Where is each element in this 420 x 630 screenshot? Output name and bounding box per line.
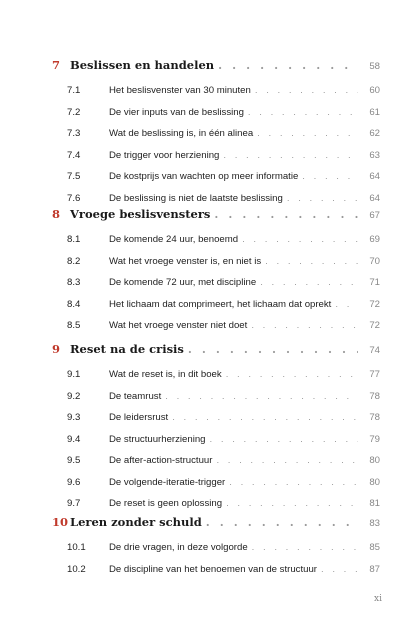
toc-section[interactable] <box>67 434 380 450</box>
toc-section[interactable] <box>67 299 380 315</box>
dot-leader <box>261 256 358 267</box>
section-page-number: 78 <box>369 390 380 402</box>
chapter-page-number: 67 <box>369 210 380 221</box>
section-page-number: 80 <box>369 476 380 488</box>
section-title: De after-action-structuur <box>109 455 213 466</box>
section-number: 7.1 <box>67 85 81 96</box>
chapter-number: 7 <box>52 58 61 72</box>
toc-chapter[interactable] <box>52 58 380 76</box>
toc-section[interactable] <box>67 234 380 250</box>
section-number: 7.3 <box>67 128 81 139</box>
dot-leader <box>161 391 358 402</box>
dot-leader <box>247 320 358 331</box>
toc-section[interactable] <box>67 150 380 166</box>
section-number: 9.7 <box>67 498 81 509</box>
toc-section[interactable] <box>67 128 380 144</box>
section-title: De kostprijs van wachten op meer informatie <box>109 171 299 182</box>
section-number: 9.5 <box>67 455 81 466</box>
section-title: Wat de reset is, in dit boek <box>109 369 222 380</box>
section-title: De trigger voor herziening <box>109 149 220 161</box>
toc-section[interactable] <box>67 455 380 471</box>
dot-leader <box>238 234 358 245</box>
dot-leader <box>212 455 358 466</box>
section-title: De komende 24 uur, benoemd <box>109 234 239 245</box>
section-title: Wat het vroege venster niet doet <box>109 320 248 331</box>
dot-leader <box>184 342 358 356</box>
section-title: De teamrust <box>109 390 162 402</box>
section-number: 8.2 <box>67 255 81 267</box>
dot-leader <box>253 128 358 139</box>
section-number: 9.2 <box>67 390 81 402</box>
toc-section[interactable] <box>67 564 380 580</box>
dot-leader <box>219 150 358 161</box>
toc-section[interactable] <box>67 369 380 385</box>
dot-leader <box>222 369 358 380</box>
section-page-number: 87 <box>369 563 380 575</box>
section-number: 9.6 <box>67 476 81 488</box>
dot-leader <box>283 193 358 204</box>
section-number: 7.4 <box>67 149 81 161</box>
section-page-number: 71 <box>369 277 380 288</box>
dot-leader <box>256 277 358 288</box>
section-number: 9.1 <box>67 369 81 380</box>
toc-section[interactable] <box>67 85 380 101</box>
section-title: De structuurherziening <box>109 433 206 445</box>
section-number: 8.3 <box>67 277 81 288</box>
section-title: De leidersrust <box>109 412 169 423</box>
section-number: 8.1 <box>67 234 81 245</box>
section-title: De discipline van het benoemen van de structuur <box>109 563 317 575</box>
dot-leader <box>244 107 358 118</box>
section-title: Wat het vroege venster is, en niet is <box>109 255 262 267</box>
dot-leader <box>317 564 358 575</box>
section-title: De beslissing is niet de laatste beslissing <box>109 192 283 204</box>
section-number: 9.4 <box>67 433 81 445</box>
toc-section[interactable] <box>67 391 380 407</box>
section-title: Het lichaam dat comprimeert, het lichaam dat oprekt <box>109 298 332 310</box>
section-page-number: 69 <box>369 234 380 245</box>
chapter-title: Leren zonder schuld <box>70 515 202 529</box>
dot-leader <box>298 171 358 182</box>
section-title: Het beslisvenster van 30 minuten <box>109 85 251 96</box>
dot-leader <box>214 58 358 72</box>
section-page-number: 79 <box>369 433 380 445</box>
dot-leader <box>210 207 358 221</box>
dot-leader <box>202 515 358 529</box>
section-number: 10.1 <box>67 542 86 553</box>
section-page-number: 72 <box>369 298 380 310</box>
toc-section[interactable] <box>67 171 380 187</box>
section-title: De reset is geen oplossing <box>109 498 223 509</box>
page-folio: xi <box>374 594 382 604</box>
dot-leader <box>225 477 358 488</box>
toc-section[interactable] <box>67 542 380 558</box>
toc-section[interactable] <box>67 412 380 428</box>
chapter-page-number: 58 <box>369 61 380 72</box>
section-title: De komende 72 uur, met discipline <box>109 277 257 288</box>
section-page-number: 85 <box>369 542 380 553</box>
toc-chapter[interactable] <box>52 515 380 533</box>
chapter-title: Beslissen en handelen <box>70 58 215 72</box>
toc-section[interactable] <box>67 498 380 514</box>
toc-section[interactable] <box>67 477 380 493</box>
chapter-title: Reset na de crisis <box>70 342 184 356</box>
section-number: 10.2 <box>67 563 86 575</box>
toc-section[interactable] <box>67 107 380 123</box>
chapter-number: 10 <box>52 515 69 529</box>
toc-section[interactable] <box>67 320 380 336</box>
section-page-number: 77 <box>369 369 380 380</box>
section-page-number: 72 <box>369 320 380 331</box>
section-page-number: 61 <box>369 106 380 118</box>
chapter-title: Vroege beslisvensters <box>70 207 211 221</box>
dot-leader <box>248 542 358 553</box>
chapter-page-number: 83 <box>369 518 380 529</box>
section-page-number: 60 <box>369 85 380 96</box>
dot-leader <box>206 434 358 445</box>
section-page-number: 64 <box>369 171 380 182</box>
chapter-number: 9 <box>52 342 61 356</box>
section-number: 9.3 <box>67 412 81 423</box>
chapter-number: 8 <box>52 207 61 221</box>
section-title: Wat de beslissing is, in één alinea <box>109 128 254 139</box>
section-page-number: 70 <box>369 255 380 267</box>
section-page-number: 64 <box>369 192 380 204</box>
dot-leader <box>222 498 358 509</box>
section-page-number: 78 <box>369 412 380 423</box>
section-page-number: 81 <box>369 498 380 509</box>
dot-leader <box>331 299 358 310</box>
toc-chapter[interactable] <box>52 207 380 225</box>
toc-section[interactable] <box>67 277 380 293</box>
section-page-number: 63 <box>369 149 380 161</box>
section-number: 8.4 <box>67 298 81 310</box>
dot-leader <box>251 85 358 96</box>
dot-leader <box>168 412 358 423</box>
section-title: De volgende-iteratie-trigger <box>109 476 226 488</box>
section-number: 7.5 <box>67 171 81 182</box>
section-number: 7.6 <box>67 192 81 204</box>
section-number: 8.5 <box>67 320 81 331</box>
section-number: 7.2 <box>67 106 81 118</box>
toc-section[interactable] <box>67 256 380 272</box>
section-page-number: 62 <box>369 128 380 139</box>
section-page-number: 80 <box>369 455 380 466</box>
toc-chapter[interactable] <box>52 342 380 360</box>
chapter-page-number: 74 <box>369 345 380 356</box>
section-title: De vier inputs van de beslissing <box>109 106 244 118</box>
section-title: De drie vragen, in deze volgorde <box>109 542 248 553</box>
